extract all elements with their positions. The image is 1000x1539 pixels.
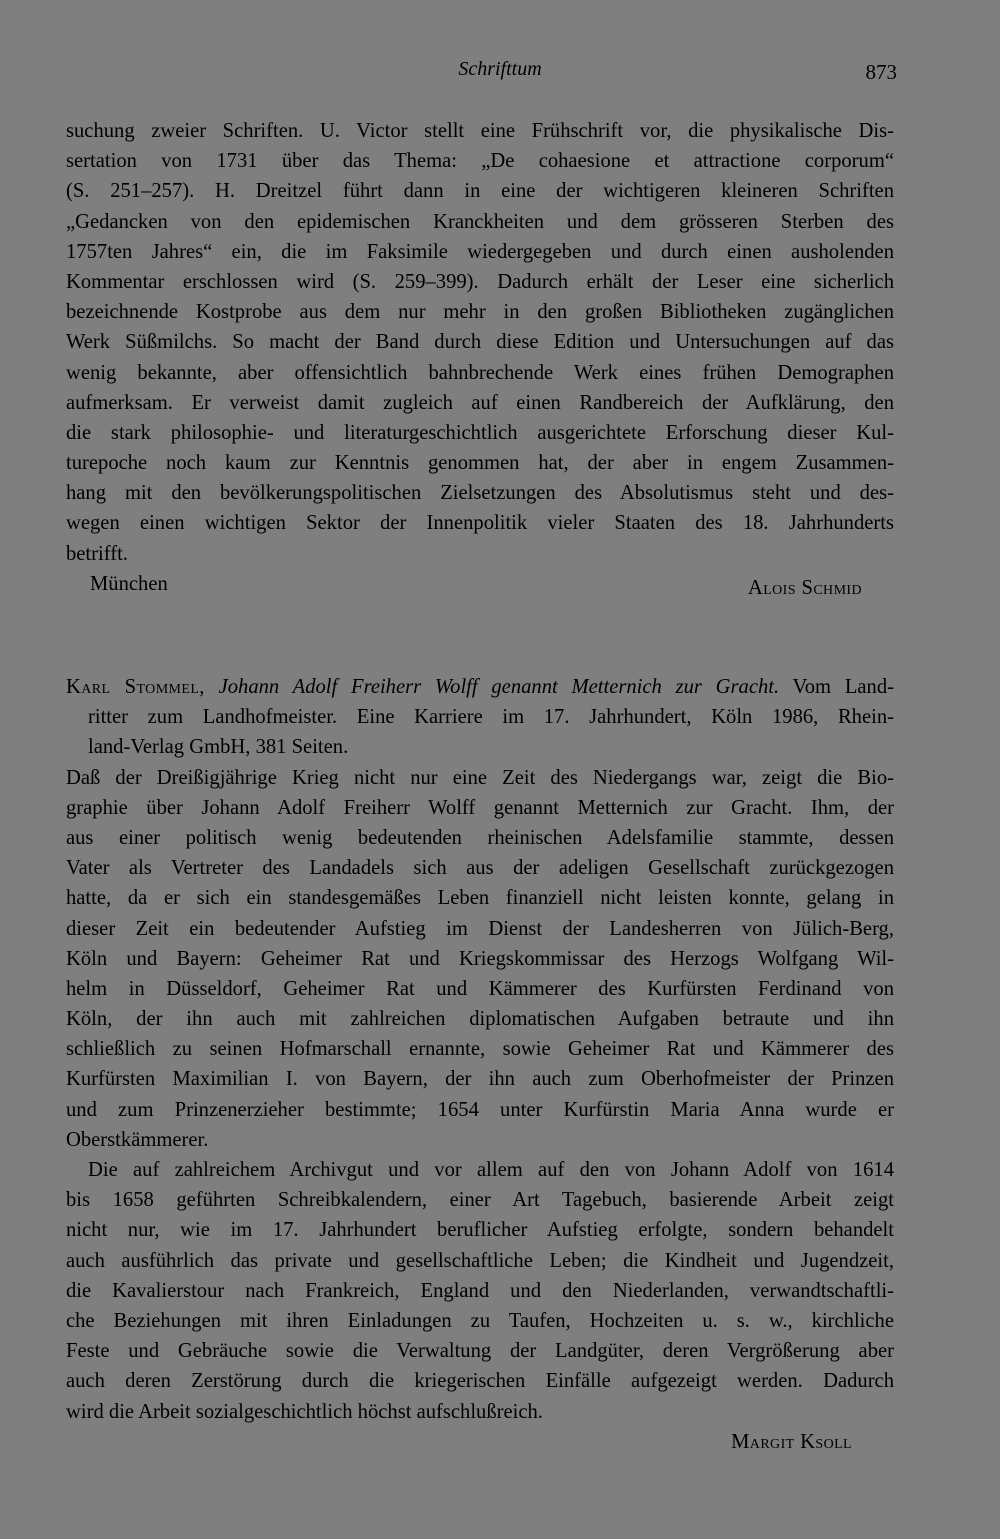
text-line: Oberstkämmerer. [66, 1128, 209, 1151]
text-line: „Gedancken von den epidemischen Kranckheiten und dem grösseren Sterben des [66, 210, 894, 233]
text-line: 1757ten Jahres“ ein, die im Faksimile wiedergegeben und durch einen ausholenden [66, 240, 894, 263]
text-line: wegen einen wichtigen Sektor der Innenpolitik vieler Staaten des 18. Jahrhunderts [66, 512, 894, 535]
text-line: auch ausführlich das private und gesellschaftliche Leben; die Kindheit und Jugendzeit, [66, 1249, 894, 1272]
running-head [0, 58, 1000, 86]
text-line: helm in Düsseldorf, Geheimer Rat und Kämmerer des Kurfürsten Ferdinand von [66, 977, 894, 1000]
text-line: Werk Süßmilchs. So macht der Band durch diese Edition und Untersuchungen auf das [66, 331, 894, 354]
text-line: Köln, der ihn auch mit zahlreichen diplomatischen Aufgaben betraute und ihn [66, 1008, 894, 1031]
text-line: Vater als Vertreter des Landadels sich aus der adeligen Gesellschaft zurückgezogen [66, 857, 894, 880]
text-line: bis 1658 geführten Schreibkalendern, einer Art Tagebuch, basierende Arbeit zeigt [66, 1189, 894, 1212]
text-line: che Beziehungen mit ihren Einladungen zu Taufen, Hochzeiten u. s. w., kirchliche [66, 1309, 894, 1332]
text-line: die stark philosophie- und literaturgeschichtlich ausgerichtete Erforschung dieser Kul- [66, 421, 894, 444]
text-line: auch deren Zerstörung durch die kriegerischen Einfälle aufgezeigt werden. Dadurch [66, 1370, 894, 1393]
text-line: Daß der Dreißigjährige Krieg nicht nur eine Zeit des Niedergangs war, zeigt die Bio- [66, 766, 894, 789]
text-line: sertation von 1731 über das Thema: „De cohaesione et attractione corporum“ [66, 150, 894, 173]
citation-line: land-Verlag GmbH, 381 Seiten. [88, 736, 349, 759]
text-line: schließlich zu seinen Hofmarschall ernannte, sowie Geheimer Rat und Kämmerer des [66, 1038, 894, 1061]
review-place: München [90, 572, 168, 595]
text-line: die Kavalierstour nach Frankreich, England und den Niederlanden, verwandtschaftli- [66, 1279, 894, 1302]
text-line: (S. 251–257). H. Dreitzel führt dann in eine der wichtigeren kleineren Schriften [66, 180, 894, 203]
citation-line: ritter zum Landhofmeister. Eine Karriere im 17. Jahrhundert, Köln 1986, Rhein- [88, 706, 894, 729]
review-author: Alois Schmid [747, 576, 862, 599]
text-line: wird die Arbeit sozialgeschichtlich höchst aufschlußreich. [66, 1400, 543, 1423]
page-number: 873 [865, 60, 897, 84]
text-line: suchung zweier Schriften. U. Victor stellt eine Frühschrift vor, die physikalische Dis- [66, 120, 894, 142]
text-line: Kurfürsten Maximilian I. von Bayern, der ihn auch zum Oberhofmeister der Prinzen [66, 1068, 894, 1091]
text-line: Köln und Bayern: Geheimer Rat und Kriegskommissar des Herzogs Wolfgang Wil- [66, 947, 894, 970]
text-line: Die auf zahlreichem Archivgut und vor allem auf den von Johann Adolf von 1614 [88, 1159, 894, 1181]
citation-line [66, 672, 894, 702]
text-line: wenig bekannte, aber offensichtlich bahnbrechende Werk eines frühen Demographen [66, 361, 894, 384]
text-line: turepoche noch kaum zur Kenntnis genommen hat, der aber in engem Zusammen- [66, 452, 894, 475]
citation-author: Karl Stommel, [66, 676, 205, 698]
text-line: aus einer politisch wenig bedeutenden rheinischen Adelsfamilie stammte, dessen [66, 826, 894, 849]
text-line: Feste und Gebräuche sowie die Verwaltung der Landgüter, deren Vergrößerung aber [66, 1340, 894, 1363]
citation-rest: Vom Land- [792, 676, 894, 698]
text-line: Kommentar erschlossen wird (S. 259–399). Dadurch erhält der Leser eine sicherlich [66, 270, 894, 293]
section-title: Schrifttum [458, 58, 542, 80]
signature-row [66, 569, 894, 603]
review-margit-ksoll [66, 672, 894, 1457]
text-line: aufmerksam. Er verweist damit zugleich auf einen Randbereich der Aufklärung, den [66, 391, 894, 414]
text-line: hatte, da er sich ein standesgemäßes Leben finanziell nicht leisten konnte, gelang in [66, 887, 894, 910]
citation-title: Johann Adolf Freiherr Wolff genannt Metternich zur Gracht. [218, 676, 780, 698]
review-author: Margit Ksoll [731, 1430, 852, 1453]
text-line: und zum Prinzenerzieher bestimmte; 1654 unter Kurfürstin Maria Anna wurde er [66, 1098, 894, 1121]
text-line: betrifft. [66, 542, 128, 565]
text-line: bezeichnende Kostprobe aus dem nur mehr in den großen Bibliotheken zugänglichen [66, 301, 894, 324]
text-line: hang mit den bevölkerungspolitischen Zielsetzungen des Absolutismus steht und des- [66, 482, 894, 505]
text-line: graphie über Johann Adolf Freiherr Wolff genannt Metternich zur Gracht. Ihm, der [66, 796, 894, 819]
text-line: dieser Zeit ein bedeutender Aufstieg im Dienst der Landesherren von Jülich-Berg, [66, 917, 894, 940]
text-line: nicht nur, wie im 17. Jahrhundert beruflicher Aufstieg erfolgte, sondern behandelt [66, 1219, 894, 1242]
review-alois-schmid [66, 116, 894, 603]
